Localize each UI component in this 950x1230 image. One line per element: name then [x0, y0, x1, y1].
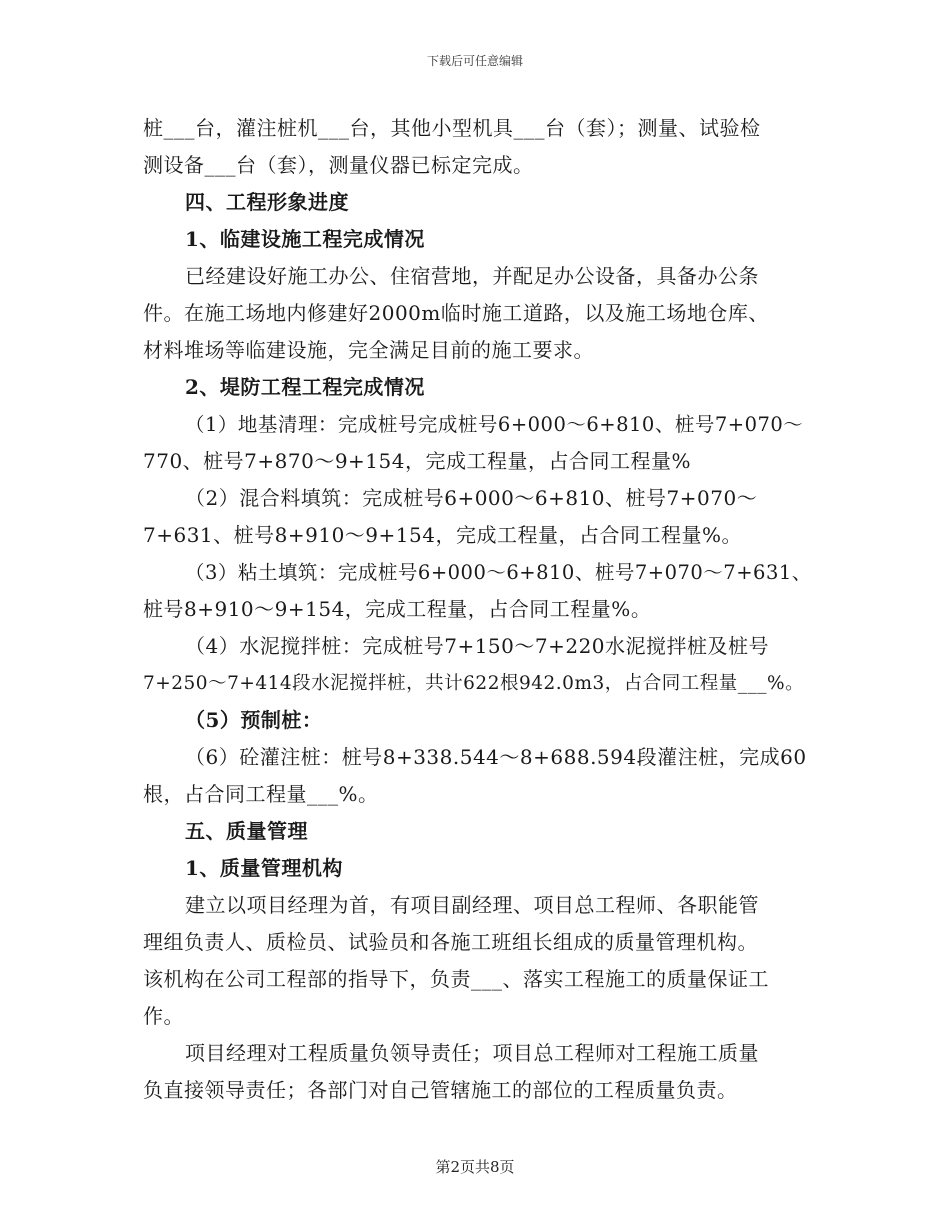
- body-line: 负直接领导责任；各部门对自己管辖施工的部位的工程质量负责。: [143, 1078, 738, 1102]
- section-heading: （5）预制桩：: [185, 708, 323, 732]
- body-line: 7+631、桩号8+910～9+154，完成工程量，占合同工程量%。: [143, 523, 742, 547]
- body-line: 件。在施工场地内修建好2000m临时施工道路，以及施工场地仓库、: [143, 301, 769, 325]
- page-header: 下载后可任意编辑: [426, 54, 523, 68]
- body-line: （2）混合料填筑：完成桩号6+000～6+810、桩号7+070～: [185, 486, 758, 510]
- body-line: 7+250～7+414段水泥搅拌桩，共计622根942.0m3，占合同工程量___%。: [143, 673, 805, 694]
- body-line: 已经建设好施工办公、住宿营地，并配足办公设备，具备办公条: [185, 264, 759, 288]
- body-line: 材料堆场等临建设施，完全满足目前的施工要求。: [143, 338, 594, 362]
- section-heading: 四、工程形象进度: [185, 190, 349, 214]
- body-line: （6）砼灌注桩：桩号8+338.544～8+688.594段灌注桩，完成60: [185, 745, 807, 769]
- body-line: 测设备___台（套），测量仪器已标定完成。: [143, 153, 534, 177]
- body-line: 项目经理对工程质量负领导责任；项目总工程师对工程施工质量: [185, 1041, 759, 1065]
- body-line: 770、桩号7+870～9+154，完成工程量，占合同工程量%: [143, 449, 691, 473]
- body-line: 该机构在公司工程部的指导下，负责___、落实工程施工的质量保证工: [143, 967, 769, 991]
- body-line: 桩号8+910～9+154，完成工程量，占合同工程量%。: [143, 597, 652, 621]
- section-heading: 五、质量管理: [185, 819, 308, 843]
- body-line: 桩___台，灌注桩机___台，其他小型机具___台（套）；测量、试验检: [143, 116, 761, 140]
- body-line: （3）粘土填筑：完成桩号6+000～6+810、桩号7+070～7+631、: [185, 561, 812, 584]
- section-heading: 2、堤防工程工程完成情况: [185, 375, 425, 399]
- body-line: 理组负责人、质检员、试验员和各施工班组长组成的质量管理机构。: [143, 930, 758, 954]
- body-line: 根，占合同工程量___%。: [143, 782, 379, 806]
- body-line: （1）地基清理：完成桩号完成桩号6+000～6+810、桩号7+070～: [185, 413, 804, 436]
- body-line: 作。: [143, 1004, 184, 1028]
- page-footer: 第2页共8页: [435, 1158, 515, 1176]
- document-body: [143, 110, 813, 1109]
- body-line: （4）水泥搅拌桩：完成桩号7+150～7+220水泥搅拌桩及桩号: [185, 634, 770, 658]
- body-line: 建立以项目经理为首，有项目副经理、项目总工程师、各职能管: [185, 893, 759, 917]
- section-heading: 1、临建设施工程完成情况: [185, 227, 425, 251]
- section-heading: 1、质量管理机构: [185, 856, 343, 880]
